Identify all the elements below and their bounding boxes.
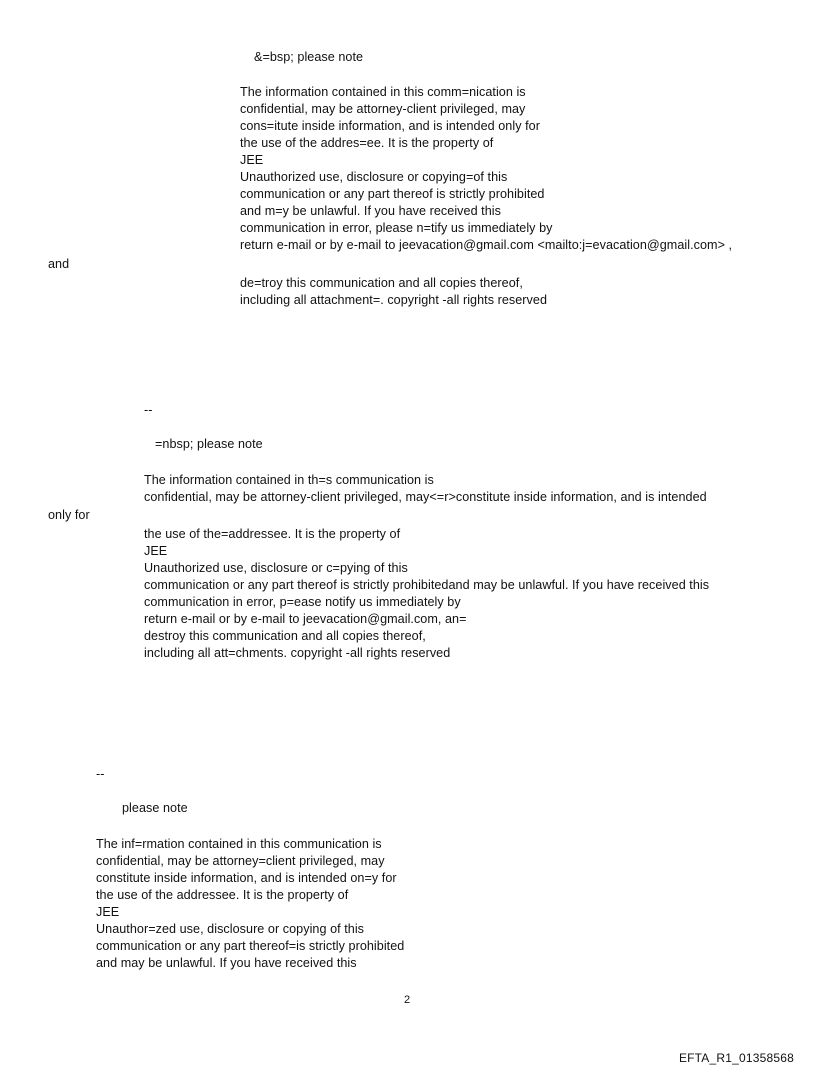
page-number: 2 [404,994,411,1006]
section1-line: including all attachment=. copyright -all rights reserved [240,293,547,307]
section1-line: return e-mail or by e-mail to jeevacation@gmail.com <mailto:j=evacation@gmail.com> , [240,238,733,252]
section1-line: confidential, may be attorney-client privileged, may [240,102,526,116]
section1-line: the use of the addres=ee. It is the property of [240,136,494,150]
section1-line: JEE [240,153,264,167]
section3-line: JEE [96,905,120,919]
section3-line: Unauthor=zed use, disclosure or copying of this [96,922,365,936]
section2-line: confidential, may be attorney-client privileged, may<=r>constitute inside information, and is intended [144,490,707,504]
section2-note: =nbsp; please note [155,437,263,451]
section2-line: Unauthorized use, disclosure or c=pying of this [144,561,408,575]
section2-line: JEE [144,544,168,558]
section2-line: destroy this communication and all copies thereof, [144,629,426,643]
section1-line: de=troy this communication and all copies thereof, [240,276,523,290]
section2-line: the use of the=addressee. It is the property of [144,527,401,541]
section3-line: the use of the addressee. It is the property of [96,888,349,902]
section2-line: The information contained in th=s communication is [144,473,434,487]
section1-line: Unauthorized use, disclosure or copying=of this [240,170,508,184]
section1-note: &=bsp; please note [254,50,364,64]
section3-line: communication or any part thereof=is strictly prohibited [96,939,405,953]
section3-line: and may be unlawful. If you have received this [96,956,357,970]
section3-line: The inf=rmation contained in this communication is [96,837,382,851]
section1-line: communication in error, please n=tify us immediately by [240,221,553,235]
section1-line: and m=y be unlawful. If you have received this [240,204,501,218]
section3-line: constitute inside information, and is intended on=y for [96,871,397,885]
section1-line: cons=itute inside information, and is intended only for [240,119,540,133]
section3-separator: -- [96,767,105,781]
section1-line: The information contained in this comm=nication is [240,85,526,99]
section2-line: communication or any part thereof is strictly prohibitedand may be unlawful. If you have received this [144,578,710,592]
section2-line: including all att=chments. copyright -all rights reserved [144,646,451,660]
section2-wrap: only for [48,508,90,522]
section1-wrap: and [48,257,70,271]
section2-line: communication in error, p=ease notify us immediately by [144,595,461,609]
section2-line: return e-mail or by e-mail to jeevacation@gmail.com, an= [144,612,467,626]
section3-note: please note [122,801,188,815]
document-id-footer: EFTA_R1_01358568 [678,1051,794,1065]
section1-line: communication or any part thereof is strictly prohibited [240,187,545,201]
section2-separator: -- [144,403,153,417]
section3-line: confidential, may be attorney=client privileged, may [96,854,385,868]
